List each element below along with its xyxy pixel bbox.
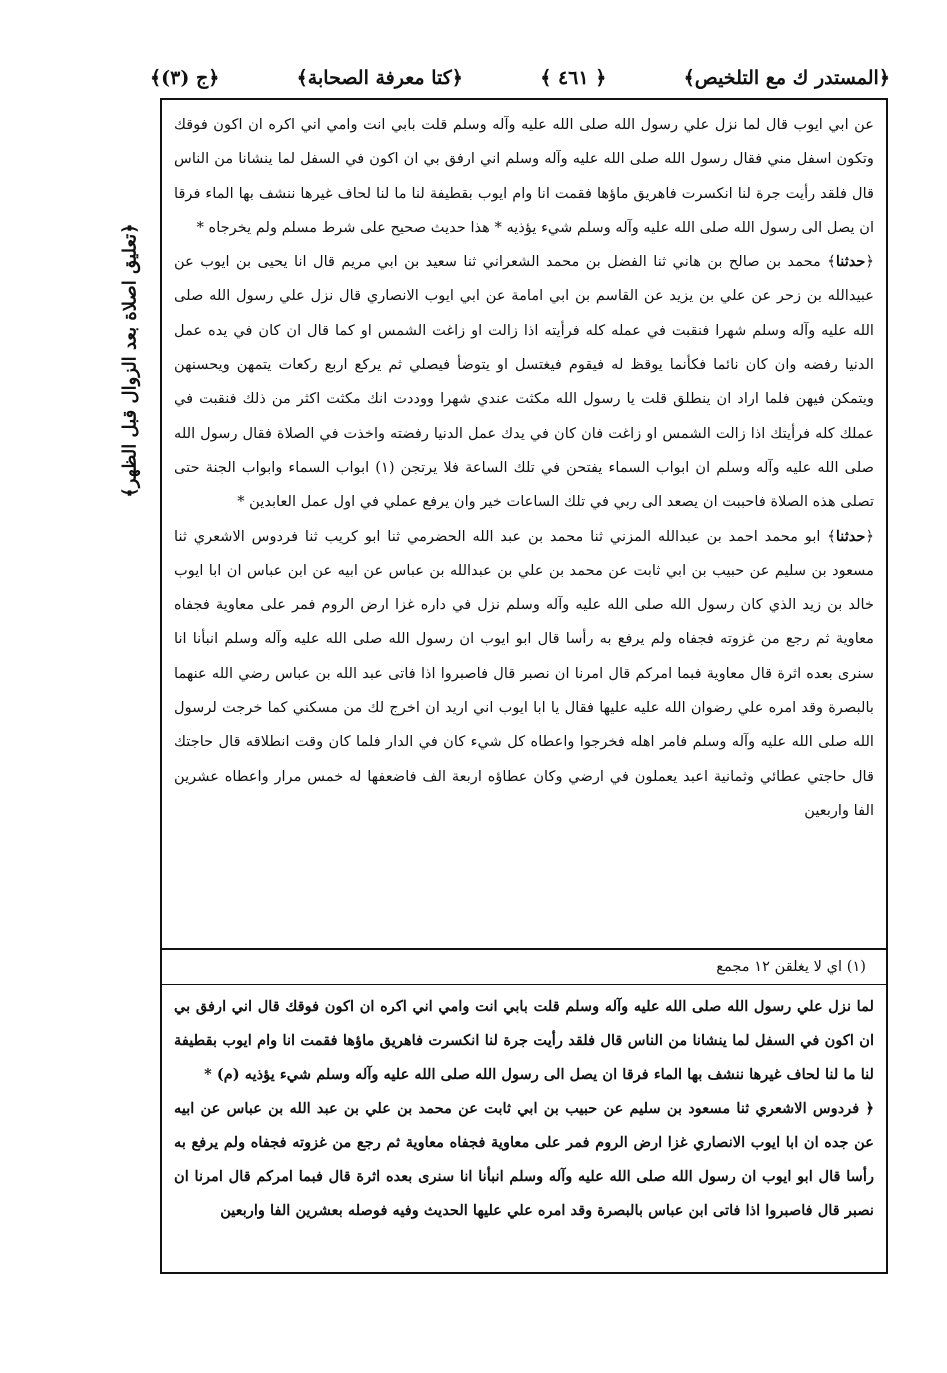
text-frame — [160, 98, 888, 1274]
hadith-paragraph-2: ﴿حدثنا﴾ محمد بن صالح بن هاني ثنا الفضل بن محمد الشعراني ثنا سعيد بن ابي مريم قال انا يحيى بن ايوب عن عبيدالله بن زحر عن علي بن يزيد عن القاسم بن ابي امامة عن ابي ايوب الانصاري قال نزل علي رسول الله صلى الله عليه وآله وسلم شهرا فنقبت في عمله كله فرأيته اذا زالت او زاغت الشمس او كما قال ان كان في يده عمل الدنيا رفضه وان كان نائما فكأنما يوقظ له فيقوم فيغتسل او يتوضأ فيصلي ثم يركع اربع ركعات يتمهن ويحسنهن ويتمكن فيهن فلما اراد ان ينطلق قلت يا رسول الله مكثت عندي شهرا ووددت انك مكثت اكثر من ذلك فنقبت في عملك كله فرأيتك اذا زالت الشمس او زاغت فان كان في يدك عمل الدنيا رفضته واخذت في الصلاة فقال رسول الله صلى الله عليه وآله وسلم ان ابواب السماء يفتحن في تلك الساعة فلا يرتجن (١) ابواب السماء وابواب الجنة حتى تصلى هذه الصلاة فاحببت ان يصعد الى ربي في تلك الساعات خير وان يرفع عملي في اول عمل العابدين * — [174, 253, 874, 511]
volume-label: ﴿ج (٣)﴾ — [150, 67, 220, 89]
summary-body: فردوس الاشعري ثنا مسعود بن سليم عن حبيب بن ابي ثابت عن محمد بن علي بن عبد الله بن عباس عن ابيه عن جده ان ابا ايوب الانصاري غزا ارض الروم فمر على معاوية فجفاه معاوية ثم رجع من غزوته فجفاه ولم يرفع به رأسا قال ابو ايوب ان رسول الله صلى الله عليه وآله وسلم انبأنا انا سنرى بعده اثرة قال فبما امركم قال امرنا ان نصبر قال فاصبروا اذا فاتى ابن عباس بالبصرة وقد امره علي عليها الحديث وفيه فوصله بعشرين الفا واربعين — [174, 1100, 874, 1219]
main-text — [174, 108, 874, 933]
book-title: ﴿المستدر ك مع التلخيص﴾ — [683, 67, 890, 89]
footnote-divider — [162, 948, 886, 950]
hadith-paragraph-1: عن ابي ايوب قال لما نزل علي رسول الله صلى الله عليه وآله وسلم قلت بابي انت وامي اني اكره ان اكون فوقك وتكون اسفل مني فقال رسول الله صلى الله عليه وآله وسلم اني ارفق بي ان اكون في السفل لما ينشانا من الناس قال فلقد رأيت جرة لنا انكسرت فاهريق ماؤها فقمت انا وام ايوب بقطيفة لنا ما لنا لحاف غيرها ننشف بها الماء فرقا ان يصل الى رسول الله صلى الله عليه وآله وسلم شيء يؤذيه * هذا حديث صحيح على شرط مسلم ولم يخرجاه * — [174, 116, 874, 236]
summary-divider — [162, 984, 886, 985]
summary-paragraph-1: لما نزل علي رسول الله صلى الله عليه وآله وسلم قلت بابي انت وامي اني اكره ان اكون فوقك قال اني ارفق بي ان اكون في السفل لما ينشانا من الناس قال فلقد رأيت جرة لنا انكسرت فاهريق ماؤها فقمت انا وام ايوب بقطيفة لنا ما لنا لحاف غيرها ننشف بها الماء فرقا ان يصل الى رسول الله صلى الله عليه وآله وسلم شيء يؤذيه (م) * — [174, 998, 874, 1083]
hadith-body: محمد بن صالح بن هاني ثنا الفضل بن محمد الشعراني ثنا سعيد بن ابي مريم قال انا يحيى بن ايوب عن عبيدالله بن زحر عن علي بن يزيد عن القاسم بن ابي امامة عن ابي ايوب الانصاري قال نزل علي رسول الله صلى الله عليه وآله وسلم شهرا فنقبت في عمله كله فرأيته اذا زالت او زاغت الشمس او كما قال ان كان في يده عمل الدنيا رفضه وان كان نائما فكأنما يوقظ له فيقوم فيغتسل او يتوضأ فيصلي ثم يركع اربع ركعات يتمهن ويحسنهن ويتمكن فيهن فلما اراد ان ينطلق قلت يا رسول الله مكثت عندي شهرا ووددت انك مكثت اكثر من ذلك فنقبت في عملك كله فرأيتك اذا زالت الشمس او زاغت فان كان في يدك عمل الدنيا رفضته واخذت في الصلاة فقال رسول الله صلى الله عليه وآله وسلم ان ابواب السماء يفتحن في تلك الساعة فلا يرتجن (١) ابواب السماء وابواب الجنة حتى تصلى هذه الصلاة فاحببت ان يصعد الى ربي في تلك الساعات خير وان يرفع عملي في اول عمل العابدين * — [174, 253, 874, 511]
margin-note — [110, 215, 150, 505]
talkhis-summary — [174, 990, 874, 1270]
chapter-title: ﴿كتا معرفة الصحابة﴾ — [296, 67, 463, 89]
footnote: (١) اي لا يغلقن ١٢ مجمع — [716, 958, 866, 975]
hadith-paragraph-3: ﴿حدثنا﴾ ابو محمد احمد بن عبدالله المزني ثنا محمد بن عبد الله الحضرمي ثنا ابو كريب ثنا فردوس الاشعري ثنا مسعود بن سليم عن حبيب بن ابي ثابت عن محمد بن علي بن عبدالله بن عباس عن ابيه عن ابن عباس ان ابا ايوب خالد بن زيد الذي كان رسول الله صلى الله عليه وآله وسلم نزل في داره غزا ارض الروم فمر على معاوية فجفاه معاوية ثم رجع من غزوته فجفاه ولم يرفع به رأسا قال ابو ايوب ان رسول الله صلى الله عليه وآله وسلم انبأنا انا سنرى بعده اثرة قال معاوية فبما امركم قال امرنا ان نصبر قال فاصبروا اذا فاتى عبد الله بن عباس رضي الله عنهما بالبصرة وقد امره علي رضوان الله عليه عليها فقال يا ابا ايوب اني اريد ان اخرج لك من مسكني كما خرجت لرسول الله صلى الله عليه وآله وسلم فامر اهله فخرجوا واعطاه كل شيء كان في الدار فلما كان وقت انطلاقه قال حاجتك قال حاجتي عطائي وثمانية اعبد يعملون في ارضي وكان عطاؤه اربعة الف فاضعفها له خمس مرار واعطاه عشرين الفا واربعين — [174, 527, 874, 819]
summary-paragraph-2: ﴿ فردوس الاشعري ثنا مسعود بن سليم عن حبيب بن ابي ثابت عن محمد بن علي بن عبد الله بن عباس عن ابيه عن جده ان ابا ايوب الانصاري غزا ارض الروم فمر على معاوية فجفاه معاوية ثم رجع من غزوته فجفاه ولم يرفع به رأسا قال ابو ايوب ان رسول الله صلى الله عليه وآله وسلم انبأنا انا سنرى بعده اثرة قال فبما امركم قال امرنا ان نصبر قال فاصبروا اذا فاتى ابن عباس بالبصرة وقد امره علي عليها الحديث وفيه فوصله بعشرين الفا واربعين — [174, 1100, 874, 1219]
hadith-lead: حدثنا — [835, 527, 866, 545]
hadith-body: ابو محمد احمد بن عبدالله المزني ثنا محمد بن عبد الله الحضرمي ثنا ابو كريب ثنا فردوس الاشعري ثنا مسعود بن سليم عن حبيب بن ابي ثابت عن محمد بن علي بن عبدالله بن عباس عن ابيه عن ابن عباس ان ابا ايوب خالد بن زيد الذي كان رسول الله صلى الله عليه وآله وسلم نزل في داره غزا ارض الروم فمر على معاوية فجفاه معاوية ثم رجع من غزوته فجفاه ولم يرفع به رأسا قال ابو ايوب ان رسول الله صلى الله عليه وآله وسلم انبأنا انا سنرى بعده اثرة قال معاوية فبما امركم قال امرنا ان نصبر قال فاصبروا اذا فاتى عبد الله بن عباس رضي الله عنهما بالبصرة وقد امره علي رضوان الله عليه عليها فقال يا ابا ايوب اني اريد ان اخرج لك من مسكني كما خرجت لرسول الله صلى الله عليه وآله وسلم فامر اهله فخرجوا واعطاه كل شيء كان في الدار فلما كان وقت انطلاقه قال حاجتك قال حاجتي عطائي وثمانية اعبد يعملون في ارضي وكان عطاؤه اربعة الف فاضعفها له خمس مرار واعطاه عشرين الفا واربعين — [174, 527, 874, 819]
page-number: ﴿ ٤٦١ ﴾ — [540, 67, 607, 89]
page-header — [150, 60, 890, 96]
hadith-lead: حدثنا — [835, 253, 866, 271]
margin-note-text: ﴿تعليق اصلاة بعد الزوال قبل الظهر﴾ — [119, 222, 141, 498]
